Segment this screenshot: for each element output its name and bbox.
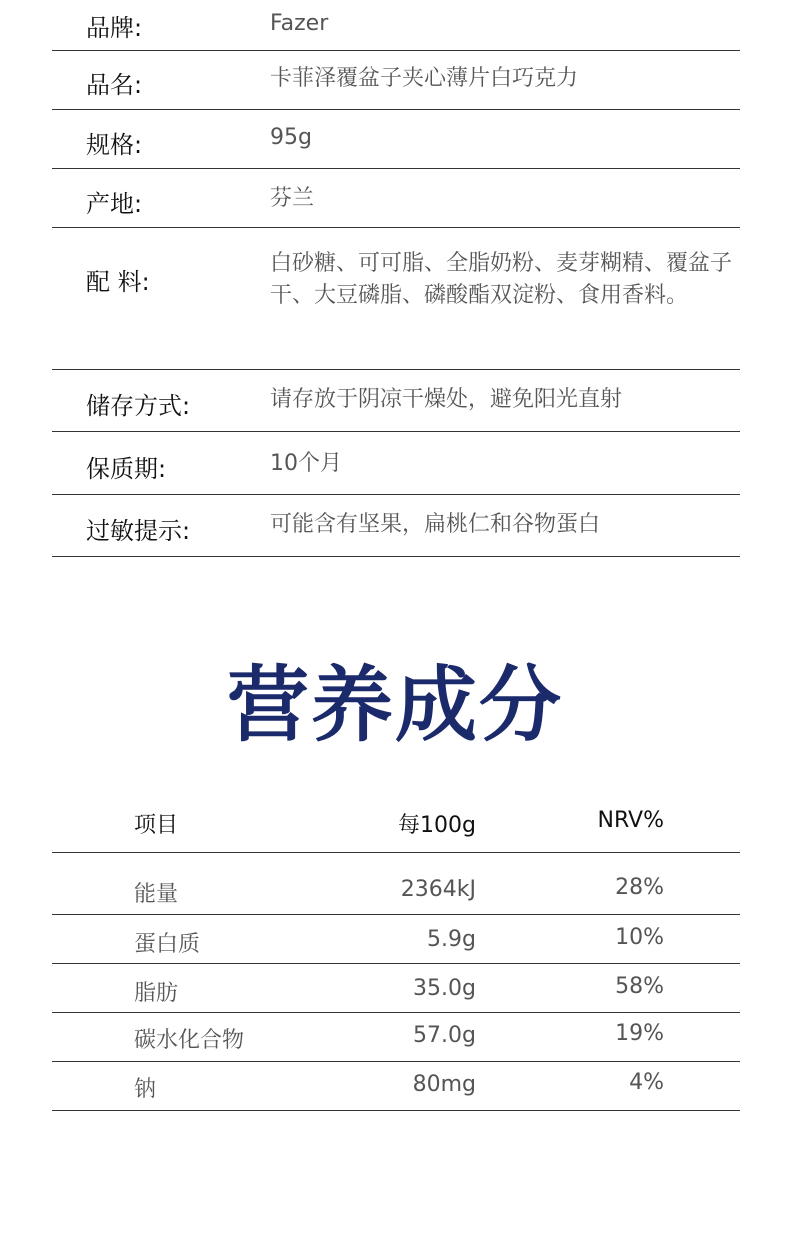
header-nrv: NRV%	[597, 808, 664, 833]
info-value: 芬兰	[270, 186, 315, 211]
info-value: 10个月	[270, 451, 342, 476]
info-value: 可能含有坚果，扁桃仁和谷物蛋白	[270, 512, 601, 537]
info-label: 规格:	[86, 131, 143, 159]
info-label: 配 料:	[86, 268, 150, 296]
info-value: 请存放于阴凉干燥处，避免阳光直射	[270, 387, 623, 412]
info-label: 保质期:	[86, 455, 167, 483]
nutrient-per100g: 80mg	[412, 1072, 476, 1097]
table-row	[52, 853, 740, 915]
nutrient-name: 碳水化合物	[134, 1028, 245, 1053]
nutrient-per100g: 2364kJ	[400, 877, 476, 902]
nutrient-nrv: 10%	[615, 925, 664, 950]
table-row	[52, 1062, 740, 1111]
info-row-origin	[52, 169, 740, 228]
nutrient-name: 钠	[134, 1077, 157, 1102]
info-row-storage	[52, 370, 740, 432]
info-label: 品名:	[86, 71, 143, 99]
nutrition-header-row	[52, 800, 740, 853]
nutrient-per100g: 57.0g	[413, 1023, 476, 1048]
header-per100g: 每100g	[398, 813, 476, 838]
info-value: 白砂糖、可可脂、全脂奶粉、麦芽糊精、覆盆子干、大豆磷脂、磷酸酯双淀粉、食用香料。	[270, 251, 733, 308]
info-label: 过敏提示:	[86, 517, 191, 545]
nutrient-per100g: 35.0g	[413, 976, 476, 1001]
nutrient-name: 脂肪	[134, 981, 179, 1006]
info-row-spec	[52, 110, 740, 169]
nutrient-nrv: 58%	[615, 974, 664, 999]
nutrition-title: 营养成分	[226, 658, 563, 753]
table-row	[52, 915, 740, 964]
info-label: 品牌:	[86, 14, 143, 42]
table-row	[52, 1013, 740, 1062]
info-value: 95g	[270, 125, 312, 150]
nutrient-per100g: 5.9g	[427, 927, 476, 952]
product-info-table	[52, 0, 740, 557]
info-value: 卡菲泽覆盆子夹心薄片白巧克力	[270, 66, 579, 91]
nutrition-table	[52, 800, 740, 1111]
info-label: 产地:	[86, 190, 143, 218]
info-row-name	[52, 51, 740, 110]
nutrient-nrv: 4%	[629, 1070, 664, 1095]
nutrient-nrv: 19%	[615, 1021, 664, 1046]
info-row-brand	[52, 0, 740, 51]
info-label: 储存方式:	[86, 392, 191, 420]
nutrient-name: 能量	[134, 882, 179, 907]
header-item: 项目	[134, 813, 179, 838]
info-value: Fazer	[270, 11, 329, 36]
info-row-shelf-life	[52, 432, 740, 495]
nutrient-nrv: 28%	[615, 875, 664, 900]
nutrient-name: 蛋白质	[134, 932, 201, 957]
table-row	[52, 964, 740, 1013]
info-row-ingredients	[52, 228, 740, 370]
info-row-allergen	[52, 495, 740, 557]
